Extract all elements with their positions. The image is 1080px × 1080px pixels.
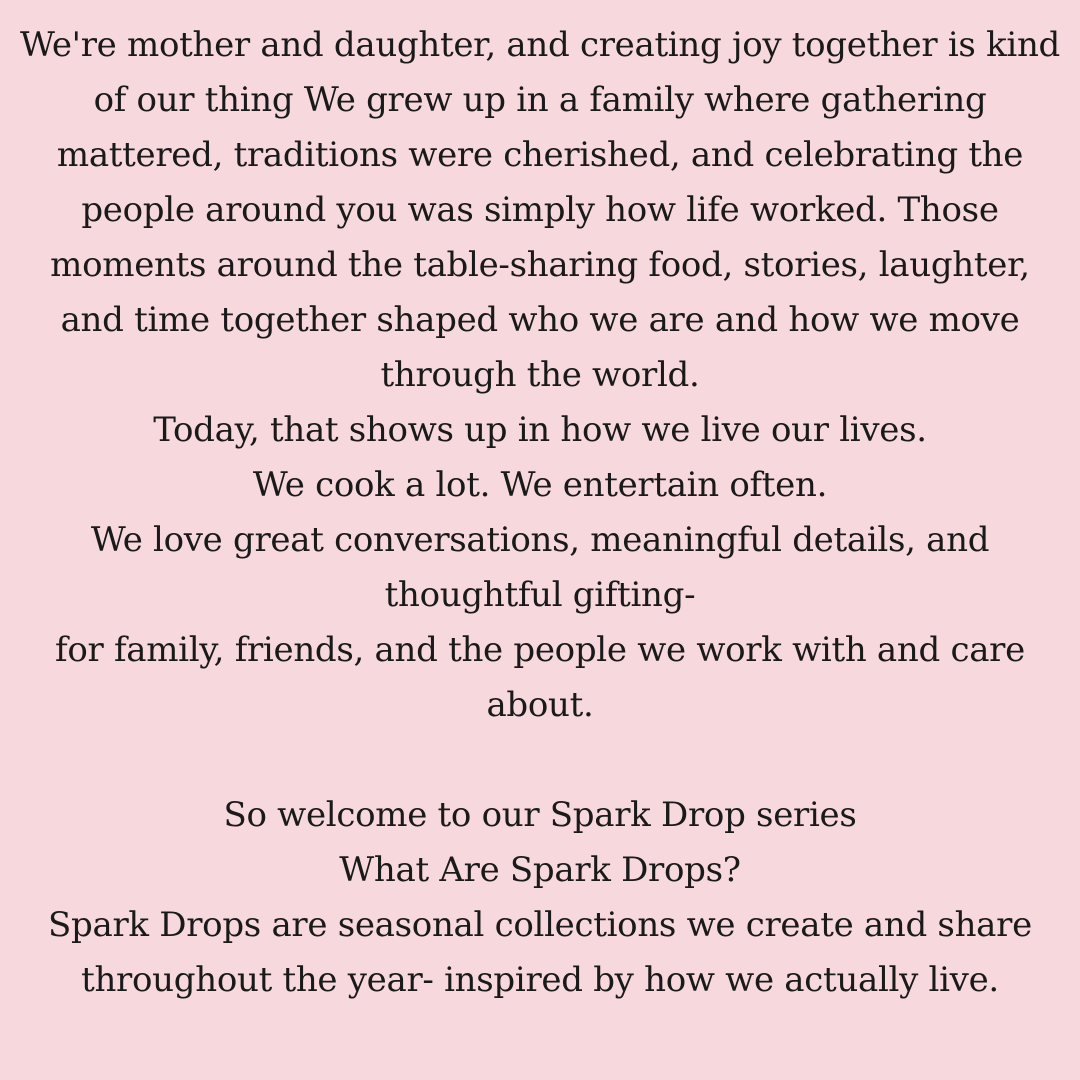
intro-paragraph	[0, 18, 1080, 403]
text-line: for family, friends, and the people we work with and care	[55, 630, 1025, 670]
text-line: Today, that shows up in how we live our lives.	[153, 410, 927, 450]
text-line: about.	[486, 685, 594, 725]
text-line: people around you was simply how life worked. Those	[81, 190, 999, 230]
text-line: through the world.	[380, 355, 700, 395]
text-line: We're mother and daughter, and creating joy together is kind	[19, 25, 1061, 65]
lifestyle-paragraph	[0, 403, 1080, 733]
spark-drops-paragraph	[0, 788, 1080, 1008]
text-line: We cook a lot. We entertain often.	[252, 465, 828, 505]
text-line: We love great conversations, meaningful details, and	[90, 520, 990, 560]
series-welcome-line: So welcome to our Spark Drop series	[223, 795, 857, 835]
blank-line	[0, 733, 1080, 788]
section-heading: What Are Spark Drops?	[339, 850, 741, 890]
text-line: mattered, traditions were cherished, and celebrating the	[56, 135, 1024, 175]
text-line: Spark Drops are seasonal collections we create and share	[48, 905, 1032, 945]
text-line: thoughtful gifting-	[384, 575, 696, 615]
text-line: moments around the table-sharing food, stories, laughter,	[50, 245, 1030, 285]
text-line: throughout the year- inspired by how we actually live.	[81, 960, 999, 1000]
text-line: and time together shaped who we are and how we move	[60, 300, 1020, 340]
text-line: of our thing We grew up in a family where gathering	[93, 80, 987, 120]
